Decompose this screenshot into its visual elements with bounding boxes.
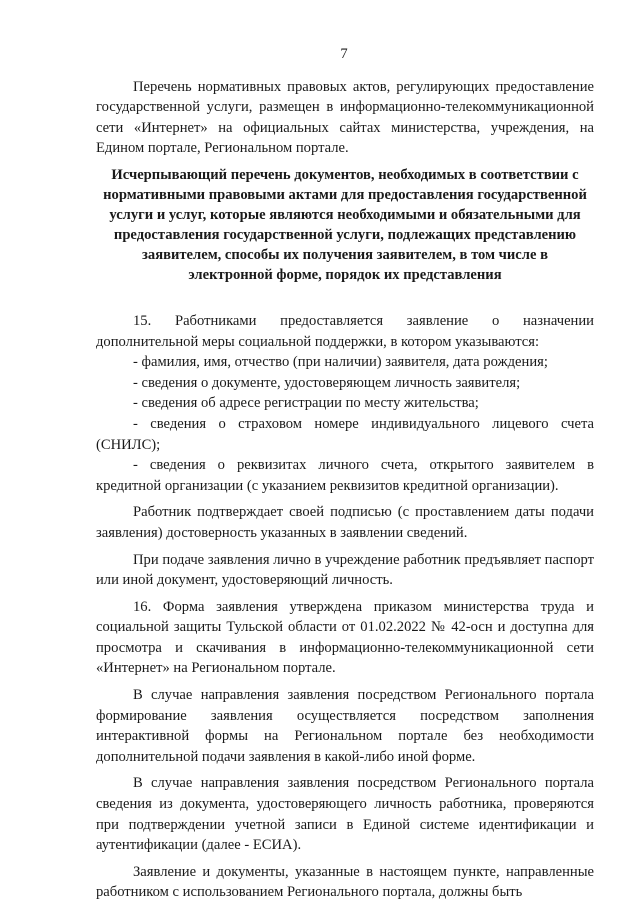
list-item: - сведения о документе, удостоверяющем личность заявителя; bbox=[133, 374, 521, 391]
list-item: - сведения об адресе регистрации по месту жительства; bbox=[133, 395, 479, 412]
requirements-list bbox=[96, 352, 594, 496]
paragraph-16: 16. Форма заявления утверждена приказом министерства труда и социальной защиты Тульской области от 01.02.2022 № 42-осн и доступна для просмотра и скачивания в информационно-телекоммуникационной сети «Интернет» на Региональном портале. bbox=[96, 598, 594, 677]
list-item: - сведения о страховом номере индивидуального лицевого счета (СНИЛС); bbox=[96, 415, 594, 453]
section-heading: Исчерпывающий перечень документов, необходимых в соответствии с нормативными правовыми актами для предоставления государственной услуги и услуг, которые являются необходимыми и обязательными для предоставления государственной услуги, подлежащих представлению заявителем, способы их получения заявителем, в том числе в электронной форме, порядок их представления bbox=[103, 166, 587, 283]
portal-esia-paragraph: В случае направления заявления посредством Регионального портала сведения из документа, удостоверяющего личность работника, проверяются при подтверждении учетной записи в Единой системе идентификации и аутентификации (далее - ЕСИА). bbox=[96, 775, 594, 854]
intro-paragraph: Перечень нормативных правовых актов, регулирующих предоставление государственной услуги, размещен в информационно-телекоммуникационной сети «Интернет» на официальных сайтах министерства, учреждения, на Едином портале, Региональном портале. bbox=[96, 78, 594, 157]
documents-paragraph: Заявление и документы, указанные в настоящем пункте, направленные работником с использованием Регионального портала, должны быть bbox=[96, 863, 594, 901]
personal-submission-paragraph: При подаче заявления лично в учреждение работник предъявляет паспорт или иной документ, удостоверяющий личность. bbox=[96, 551, 594, 589]
page-number: 7 bbox=[340, 46, 348, 62]
signature-paragraph: Работник подтверждает своей подписью (с проставлением даты подачи заявления) достоверность указанных в заявлении сведений. bbox=[96, 504, 594, 541]
portal-form-paragraph: В случае направления заявления посредством Регионального портала формирование заявления осуществляется посредством заполнения интерактивной формы на Региональном портале без необходимости дополнительной подачи заявления в какой-либо иной форме. bbox=[96, 687, 594, 765]
list-item: - фамилия, имя, отчество (при наличии) заявителя, дата рождения; bbox=[133, 354, 548, 371]
document-page bbox=[96, 44, 594, 909]
list-item: - сведения о реквизитах личного счета, открытого заявителем в кредитной организации (с указанием реквизитов кредитной организации). bbox=[96, 457, 594, 494]
paragraph-15: 15. Работниками предоставляется заявление о назначении дополнительной меры социальной поддержки, в котором указываются: bbox=[96, 312, 594, 350]
